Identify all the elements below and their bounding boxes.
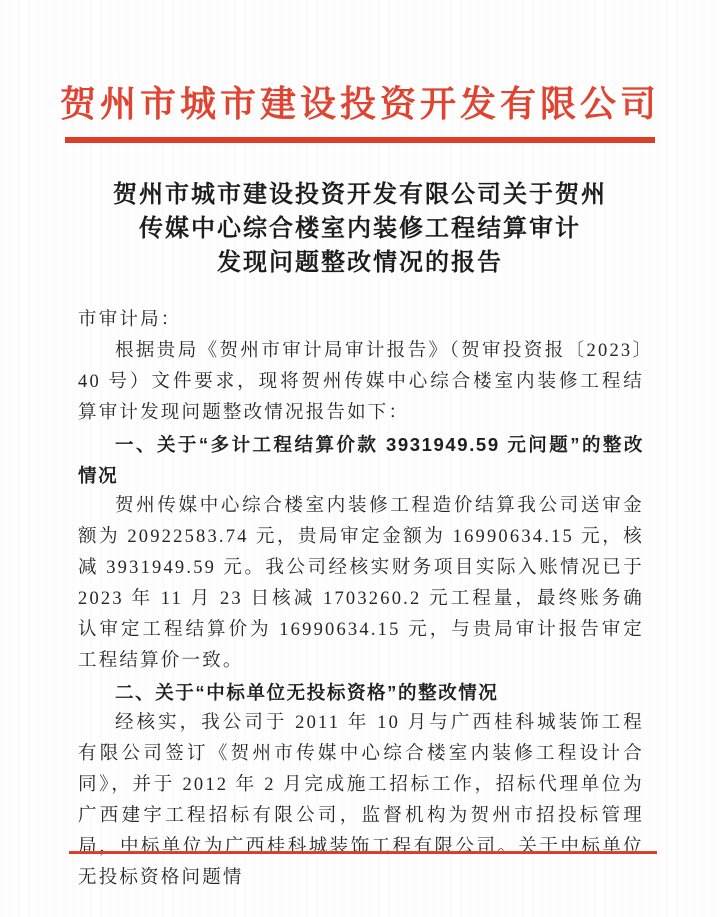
- red-divider-top: [65, 137, 655, 143]
- document-title-line-3: 发现问题整改情况的报告: [217, 250, 503, 276]
- red-divider-bottom: [69, 851, 657, 854]
- paragraph-intro: 根据贵局《贺州市审计局审计报告》（贺审投资报〔2023〕40 号）文件要求，现将贺州传媒中心综合楼室内装修工程结算审计发现问题整改情况报告如下：: [78, 341, 644, 423]
- document-title-line-1: 贺州市城市建设投资开发有限公司关于贺州: [113, 182, 607, 208]
- document-title-line-2: 传媒中心综合楼室内装修工程结算审计: [139, 216, 581, 242]
- section-heading-2: 二、关于“中标单位无投标资格”的整改情况: [115, 682, 499, 703]
- paragraph-section-2: 经核实，我公司于 2011 年 10 月与广西桂科城装饰工程有限公司签订《贺州市传媒中心综合楼室内装修工程设计合同》，并于 2012 年 2 月完成施工招标工作，招标代理单位为广西建宇工程招标有限公司，监督机构为贺州市招投标管理局，中标单位为广西桂科城装饰工程有限公司。关于中标单位无投标资格问题情: [78, 713, 644, 888]
- letterhead-org-name: 贺州市城市建设投资开发有限公司: [59, 84, 660, 124]
- paragraph-section-1: 贺州传媒中心综合楼室内装修工程造价结算我公司送审金额为 20922583.74 元，贵局审定金额为 16990634.15 元，核减 3931949.59 元。我公司经核实财务项目实际入账情况已于 2023 年 11 月 23 日核减 1703260.2 元工程量，最终账务确认审定工程结算价为 16990634.15 元，与贵局审计报告审定工程结算价一致。: [78, 496, 644, 671]
- document-body: [78, 305, 644, 894]
- document-title: [0, 178, 720, 280]
- salutation: 市审计局：: [78, 310, 182, 330]
- section-heading-1: 一、关于“多计工程结算价款 3931949.59 元问题”的整改情况: [78, 434, 644, 486]
